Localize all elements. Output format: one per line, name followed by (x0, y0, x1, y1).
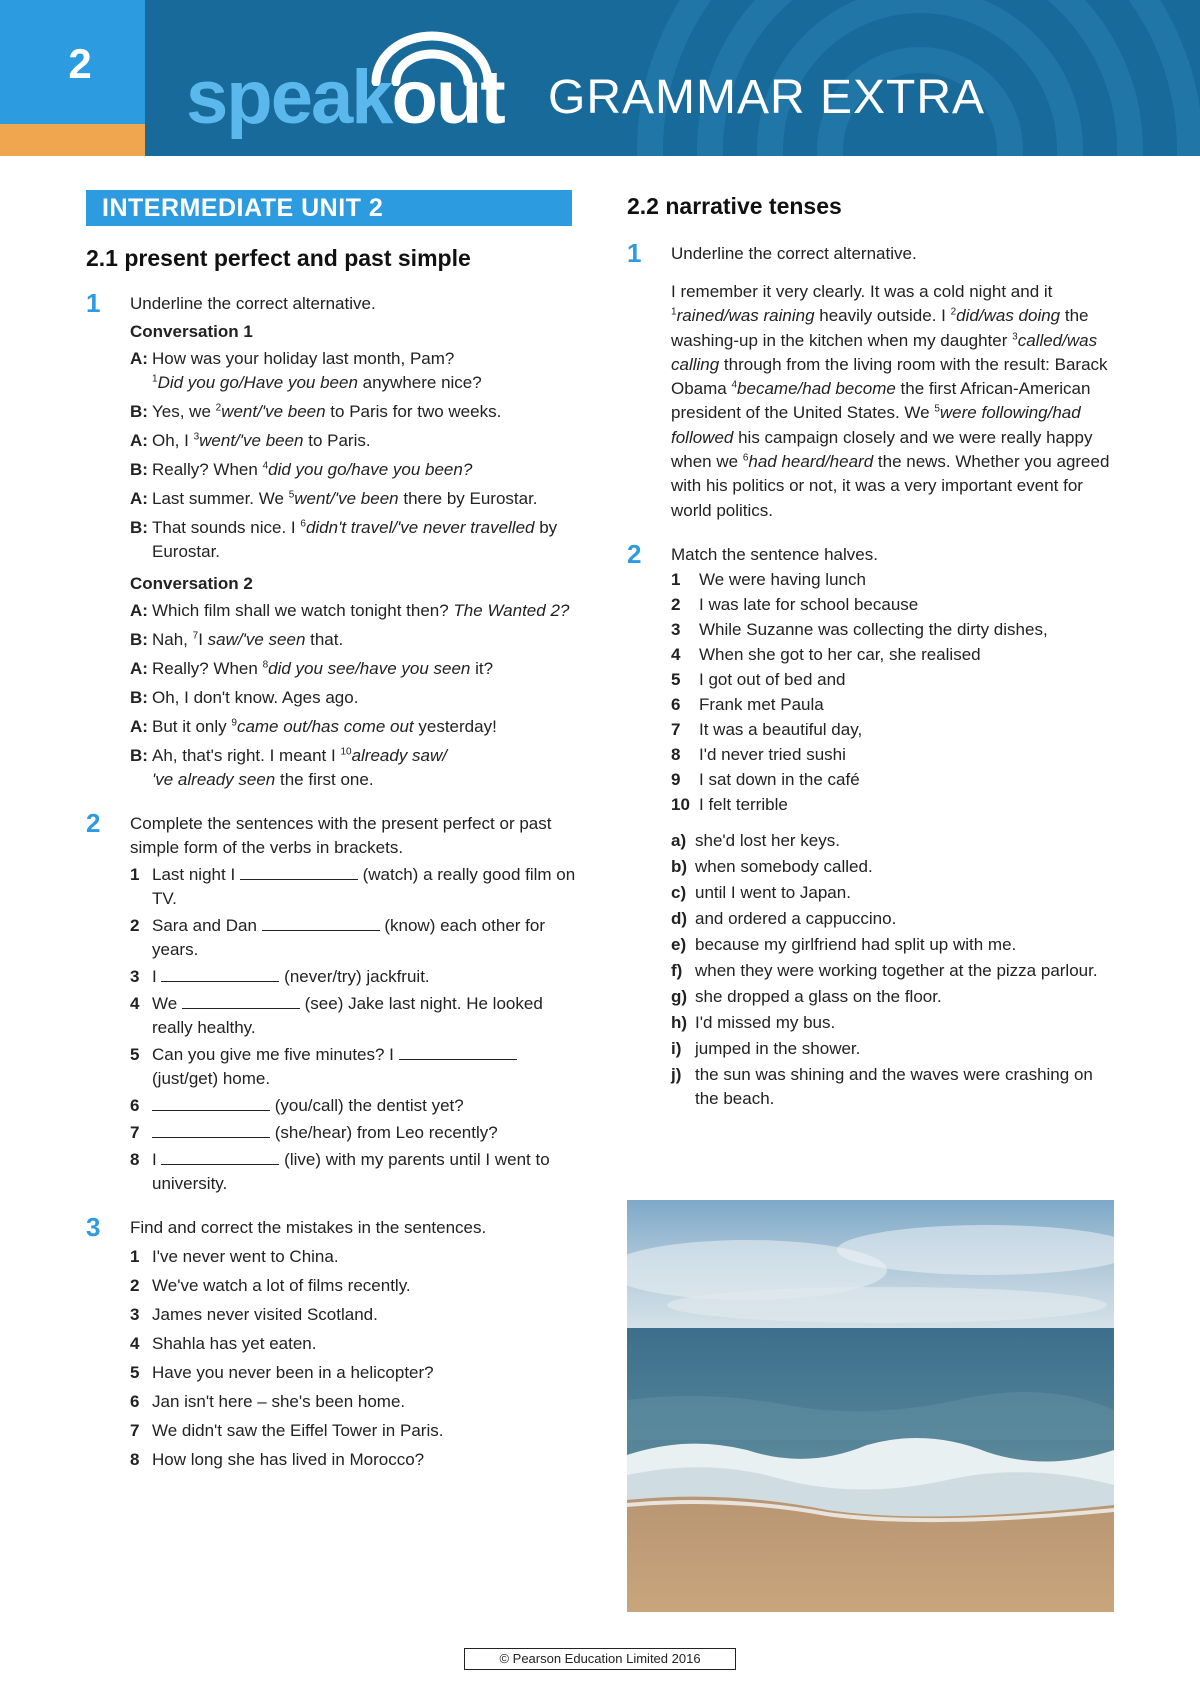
exercise-number: 1 (86, 288, 101, 318)
list-item (130, 1245, 576, 1269)
item-number: 2 (671, 594, 681, 614)
answer-blank[interactable] (161, 1148, 279, 1165)
list-item (671, 743, 1117, 767)
item-number: 1 (130, 865, 140, 884)
exercise-instruction: Underline the correct alternative. (130, 294, 376, 313)
item-text: Shahla has yet eaten. (152, 1334, 317, 1353)
list-item (671, 668, 1117, 692)
item-text: While Suzanne was collecting the dirty dishes, (699, 619, 1048, 639)
list-item (130, 1303, 576, 1327)
exercise-3-left (86, 1212, 576, 1472)
speaker-label: B: (130, 630, 148, 649)
list-item (671, 829, 1117, 853)
item-text: she'd lost her keys. (695, 830, 840, 850)
header-banner (0, 0, 1200, 156)
list-item (130, 1094, 576, 1118)
item-number: 6 (130, 1392, 140, 1411)
item-number: 3 (130, 1305, 140, 1324)
exercise-2-left (86, 808, 576, 1196)
item-number: 4 (130, 1334, 140, 1353)
list-item (130, 1419, 576, 1443)
dialogue-line: B: Oh, I don't know. Ages ago. (130, 686, 576, 710)
item-number: 8 (130, 1150, 140, 1169)
speaker-label: B: (130, 402, 148, 421)
exercise-1-left (86, 288, 576, 792)
item-text: Have you never been in a helicopter? (152, 1363, 434, 1382)
item-number: 6 (130, 1096, 140, 1115)
dialogue-line: B: Yes, we $^2$went/'ve been to Paris for two weeks. (130, 400, 576, 424)
speaker-label: A: (130, 717, 148, 736)
item-text: I've never went to China. (152, 1247, 339, 1266)
dialogue-line: A: Last summer. We $^5$went/'ve been there by Eurostar. (130, 487, 576, 511)
answer-blank[interactable] (262, 914, 380, 931)
list-item (671, 855, 1117, 879)
item-text-after: (just/get) home. (152, 1069, 271, 1088)
exercise-instruction: Match the sentence halves. (671, 544, 878, 564)
item-text: when they were working together at the pizza parlour. (695, 960, 1098, 980)
item-text: until I went to Japan. (695, 882, 851, 902)
speaker-label: A: (130, 431, 148, 450)
list-item (130, 1361, 576, 1385)
item-text: I'd missed my bus. (695, 1012, 836, 1032)
narrative-paragraph: I remember it very clearly. It was a cold night and it $^1$rained/was raining heavily outside. I $^2$did/was doing the washing-up in the kitchen when my daughter $^3$called/was calling through from the living room with the result: Barack Obama $^4$became/had become the first African-American president of the United States. We $^5$were following/had followed his campaign closely and we were really happy when we $^6$had heard/heard the news. Whether you agreed with his politics or not, it was a very important event for world politics. (671, 282, 1110, 520)
item-number: i) (671, 1038, 682, 1058)
dialogue-line: A: How was your holiday last month, Pam? $^1$Did you go/Have you been anywhere nice? (130, 349, 482, 392)
item-text: When she got to her car, she realised (699, 644, 981, 664)
item-number: 8 (671, 744, 681, 764)
sentence-halves-list (671, 568, 1117, 817)
list-item (671, 568, 1117, 592)
item-text-after: (never/try) jackfruit. (279, 967, 430, 986)
list-item (130, 1274, 576, 1298)
item-number: h) (671, 1012, 688, 1032)
item-text-before: Sara and Dan (152, 916, 262, 935)
list-item (671, 907, 1117, 931)
dialogue-line: B: Ah, that's right. I meant I $^{10}$already saw/ 've already seen the first one. (130, 746, 448, 789)
exercise-2-right (627, 538, 1117, 1111)
exercise-instruction: Find and correct the mistakes in the sentences. (130, 1218, 487, 1237)
exercise-number: 3 (86, 1212, 101, 1242)
item-text: I'd never tried sushi (699, 744, 846, 764)
speaker-label: B: (130, 460, 148, 479)
orange-strip (0, 124, 145, 156)
item-text: Frank met Paula (699, 694, 824, 714)
item-text-after: (know) each other for years. (152, 916, 545, 959)
item-text: Jan isn't here – she's been home. (152, 1392, 406, 1411)
item-number: 5 (671, 669, 681, 689)
item-number: 1 (671, 569, 681, 589)
speaker-label: A: (130, 489, 148, 508)
logo-speak: speak (186, 55, 392, 140)
item-text: James never visited Scotland. (152, 1305, 378, 1324)
list-item (130, 1390, 576, 1414)
list-item (671, 1037, 1117, 1061)
section-title-2-2: 2.2 narrative tenses (627, 193, 842, 219)
item-text: I felt terrible (699, 794, 788, 814)
list-item (130, 1043, 576, 1091)
item-number: g) (671, 986, 688, 1006)
speaker-label: A: (130, 601, 148, 620)
unit-number: 2 (68, 40, 92, 87)
dialogue-line: B: Really? When $^4$did you go/have you been? (130, 458, 576, 482)
left-column (86, 190, 576, 1472)
item-text: How long she has lived in Morocco? (152, 1450, 425, 1469)
speaker-label: A: (130, 349, 148, 368)
speaker-label: B: (130, 746, 148, 765)
item-text-after: (she/hear) from Leo recently? (270, 1123, 498, 1142)
item-number: d) (671, 908, 688, 928)
item-text-after: (see) Jake last night. He looked really healthy. (152, 994, 543, 1037)
section-title-2-1: 2.1 present perfect and past simple (86, 245, 471, 271)
right-column (627, 190, 1117, 1111)
list-item (671, 881, 1117, 905)
item-text-before: I (152, 1150, 162, 1169)
copyright-footer: © Pearson Education Limited 2016 (464, 1648, 736, 1670)
list-item (130, 1121, 576, 1145)
list-item (671, 693, 1117, 717)
item-number: 4 (671, 644, 681, 664)
list-item (671, 768, 1117, 792)
dialogue-line: A: Oh, I $^3$went/'ve been to Paris. (130, 429, 576, 453)
item-number: a) (671, 830, 687, 850)
list-item (671, 933, 1117, 957)
exercise-instruction: Complete the sentences with the present perfect or past simple form of the verbs in brackets. (130, 814, 552, 857)
list-item (671, 643, 1117, 667)
list-item (671, 718, 1117, 742)
speaker-label: A: (130, 659, 148, 678)
list-item (130, 992, 576, 1040)
list-item (671, 985, 1117, 1009)
answer-blank[interactable] (182, 992, 300, 1009)
item-text: We've watch a lot of films recently. (152, 1276, 411, 1295)
exercise-instruction: Underline the correct alternative. (671, 244, 917, 263)
dialogue-line: A: But it only $^9$came out/has come out yesterday! (130, 715, 576, 739)
answer-blank[interactable] (240, 863, 358, 880)
exercise-number: 2 (86, 808, 101, 838)
dialogue-line: B: That sounds nice. I $^6$didn't travel/'ve never travelled by Eurostar. (130, 518, 558, 561)
conversation-2-title: Conversation 2 (130, 574, 253, 593)
list-item (130, 863, 576, 911)
item-text: I sat down in the café (699, 769, 860, 789)
item-number: 7 (671, 719, 681, 739)
item-number: j) (671, 1064, 682, 1084)
list-item (671, 959, 1117, 983)
item-text-before: Can you give me five minutes? I (152, 1045, 399, 1064)
answer-blank[interactable] (161, 965, 279, 982)
item-text-before: We (152, 994, 182, 1013)
item-text: We didn't saw the Eiffel Tower in Paris. (152, 1421, 444, 1440)
list-item (130, 914, 576, 962)
list-item (671, 1011, 1117, 1035)
item-number: 5 (130, 1045, 140, 1064)
list-item (671, 1063, 1117, 1111)
item-number: e) (671, 934, 687, 954)
item-text-before: I (152, 967, 162, 986)
list-item (671, 793, 1117, 817)
sentence-endings-list (671, 829, 1117, 1111)
item-text: I was late for school because (699, 594, 919, 614)
item-text: It was a beautiful day, (699, 719, 863, 739)
logo-out: out (391, 55, 504, 140)
speaker-label: B: (130, 518, 148, 537)
item-number: 3 (130, 967, 140, 986)
item-text-after: (watch) a really good film on TV. (152, 865, 576, 908)
item-text: I got out of bed and (699, 669, 846, 689)
mistakes-list (130, 1245, 576, 1472)
list-item (130, 1332, 576, 1356)
item-text: the sun was shining and the waves were crashing on the beach. (695, 1064, 1093, 1108)
item-number: 2 (130, 916, 140, 935)
speaker-label: B: (130, 688, 148, 707)
item-text-after: (you/call) the dentist yet? (270, 1096, 464, 1115)
item-number: 8 (130, 1450, 140, 1469)
exercise-1-right (627, 238, 1117, 523)
item-number: f) (671, 960, 683, 980)
grammar-extra-title: GRAMMAR EXTRA (548, 71, 986, 124)
answer-blank[interactable] (152, 1094, 270, 1111)
item-number: 6 (671, 694, 681, 714)
unit-bar: INTERMEDIATE UNIT 2 (86, 190, 572, 226)
item-text-after: (live) with my parents until I went to university. (152, 1150, 550, 1193)
list-item (130, 1448, 576, 1472)
item-number: 4 (130, 994, 140, 1013)
item-text: she dropped a glass on the floor. (695, 986, 942, 1006)
item-text: and ordered a cappuccino. (695, 908, 897, 928)
list-item (671, 593, 1117, 617)
speakout-logo (186, 54, 504, 141)
conversation-1-title: Conversation 1 (130, 322, 253, 341)
item-number: 1 (130, 1247, 140, 1266)
item-text: jumped in the shower. (695, 1038, 861, 1058)
item-text: when somebody called. (695, 856, 873, 876)
dialogue-line: A: Which film shall we watch tonight then? The Wanted 2? (130, 599, 576, 623)
item-number: b) (671, 856, 688, 876)
item-text-before: Last night I (152, 865, 240, 884)
item-number: 7 (130, 1123, 140, 1142)
dialogue-line: A: Really? When $^8$did you see/have you seen it? (130, 657, 576, 681)
list-item (671, 618, 1117, 642)
list-item (130, 1148, 576, 1196)
beach-photo (627, 1200, 1114, 1612)
exercise-number: 1 (627, 238, 642, 268)
gap-fill-list (130, 863, 576, 1196)
item-number: 5 (130, 1363, 140, 1382)
item-number: c) (671, 882, 687, 902)
item-text: We were having lunch (699, 569, 866, 589)
item-number: 9 (671, 769, 681, 789)
answer-blank[interactable] (399, 1043, 517, 1060)
list-item (130, 965, 576, 989)
item-number: 2 (130, 1276, 140, 1295)
item-number: 10 (671, 794, 690, 814)
dialogue-line: B: Nah, $^7$I saw/'ve seen that. (130, 628, 576, 652)
item-number: 3 (671, 619, 681, 639)
exercise-number: 2 (627, 538, 642, 569)
answer-blank[interactable] (152, 1121, 270, 1138)
item-text: because my girlfriend had split up with me. (695, 934, 1017, 954)
item-number: 7 (130, 1421, 140, 1440)
